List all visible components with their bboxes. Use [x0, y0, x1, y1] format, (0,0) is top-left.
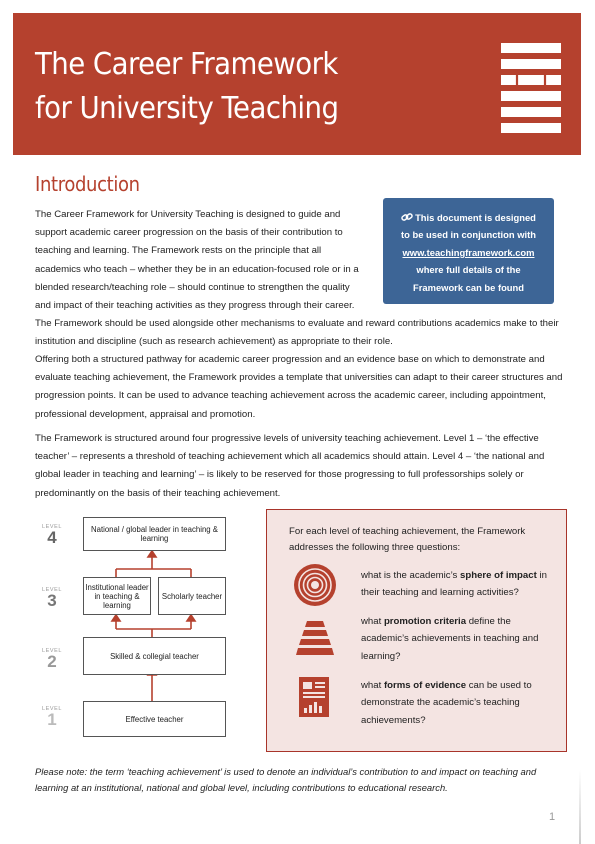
promotion-pyramid-icon	[293, 617, 337, 661]
title-line-1: The Career Framework	[35, 47, 338, 82]
question-3-after: can be used to demonstrate the academic’s teaching achievements?	[361, 680, 532, 726]
sphere-of-impact-icon	[293, 563, 337, 607]
section-heading-introduction: Introduction	[35, 172, 140, 196]
level-4-number: 4	[47, 528, 57, 547]
callout-line-1-text: This document is designed	[415, 212, 536, 223]
levels-diagram	[35, 505, 257, 747]
website-link[interactable]: www.teachingframework.com	[402, 246, 535, 258]
question-promotion-criteria	[361, 613, 561, 665]
level-2-word: LEVEL	[41, 648, 63, 654]
evidence-document-icon	[293, 675, 337, 719]
link-icon	[401, 212, 413, 222]
page-edge-shadow	[579, 770, 581, 844]
question-1-keyword: sphere of impact	[460, 570, 537, 581]
level-1-marker	[35, 706, 69, 728]
callout-line-5: Framework can be found	[413, 281, 524, 293]
level-2-marker	[35, 648, 69, 670]
level-3-scholarly-box: Scholarly teacher	[158, 577, 226, 615]
footnote: Please note: the term ‘teaching achievement’ is used to denote an individual’s contribution to and impact on teaching and learning at an institutional, national and global level, including contributions to educational research.	[35, 766, 537, 793]
question-forms-of-evidence	[361, 677, 561, 729]
level-3-word: LEVEL	[41, 587, 63, 593]
document-title	[35, 43, 338, 131]
callout-line-2: to be used in conjunction with	[401, 229, 536, 241]
intro-paragraph-1-text: The Career Framework for University Teaching is designed to guide and support academic career progression on the basis of their contribution to teaching and learning. The Framework rests on the principle that all academics who teach – whether they be in an education-focused role or in a blended research/teaching role – should continue to strengthen the quality and impact of their teaching activities as they progress through their career. The Framework should be used alongside other mechanisms to evaluate and reward contributions academics make to their institution and discipline (such as research achievement) as appropriate to their role.	[35, 209, 559, 348]
question-1-after: in their teaching and learning activities?	[361, 570, 547, 599]
intro-paragraph-2: Offering both a structured pathway for academic career progression and an evidence base on which to demonstrate and evaluate teaching achievement, the Framework provides a template that universities can adapt to their career structures and progression points. It can be used to advance teaching achievement across the academic career, including appointment, professional development, appraisal and promotion.	[35, 354, 563, 420]
level-2-box: Skilled & collegial teacher	[83, 637, 226, 675]
page-number: 1	[549, 811, 556, 823]
question-2-after: define the academic’s achievements in teaching and learning?	[361, 616, 539, 662]
question-1-before: what is the academic’s	[361, 570, 461, 581]
title-line-2: for University Teaching	[35, 91, 339, 126]
header-banner	[13, 13, 581, 155]
question-2-keyword: promotion criteria	[383, 616, 467, 627]
callout-line-1	[383, 209, 554, 226]
level-1-word: LEVEL	[41, 706, 63, 712]
three-questions-panel	[266, 509, 567, 752]
questions-intro: For each level of teaching achievement, the Framework addresses the following three questions:	[289, 526, 526, 553]
website-callout	[383, 198, 554, 304]
question-3-before: what	[361, 680, 384, 691]
level-3-marker	[35, 587, 69, 609]
intro-paragraph-3: The Framework is structured around four progressive levels of university teaching achievement. Level 1 – ‘the effective teacher’ – represents a threshold of teaching achievement which all academics should attain. Level 4 – ‘the national and global leader in teaching and learning’ – is likely to be reserved for those progressing to full professorships solely or predominantly on the basis of their teaching achievement.	[35, 433, 545, 499]
question-2-before: what	[361, 616, 384, 627]
level-3-institutional-box: Institutional leader in teaching & learning	[83, 577, 151, 615]
framework-ladder-icon	[501, 43, 561, 133]
level-4-marker	[35, 524, 69, 546]
level-1-box: Effective teacher	[83, 701, 226, 737]
question-sphere-of-impact	[361, 567, 561, 602]
level-4-word: LEVEL	[41, 524, 63, 530]
callout-line-4: where full details of the	[416, 264, 521, 276]
level-2-number: 2	[47, 652, 57, 671]
level-4-box: National / global leader in teaching & learning	[83, 517, 226, 551]
level-3-number: 3	[47, 591, 57, 610]
question-3-keyword: forms of evidence	[383, 680, 467, 691]
level-1-number: 1	[47, 710, 57, 729]
